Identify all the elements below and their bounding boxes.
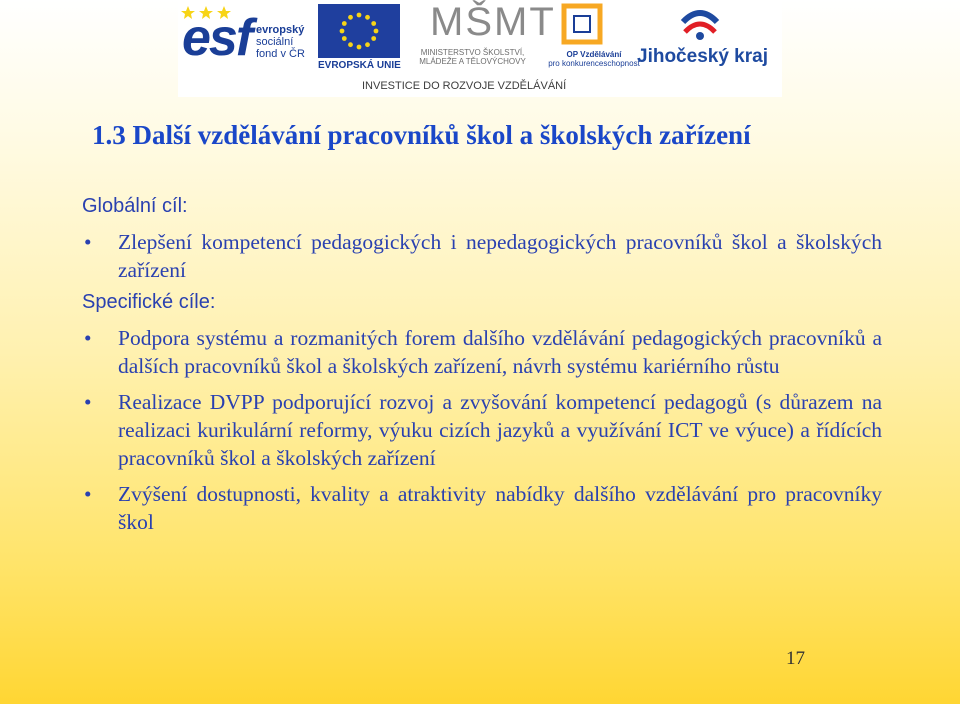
op-text — [546, 50, 642, 68]
jk-emblem-icon — [677, 2, 723, 42]
jk-name: Jihočeský kraj — [637, 46, 768, 67]
list-item — [82, 388, 882, 472]
specific-goals-heading: Specifické cíle: — [82, 291, 216, 313]
slide-title: 1.3 Další vzdělávání pracovníků škol a školských zařízení — [92, 120, 751, 150]
logo-tagline: INVESTICE DO ROZVOJE VZDĚLÁVÁNÍ — [362, 80, 567, 92]
esf-logo — [178, 4, 310, 70]
op-logo — [546, 2, 640, 76]
msmt-line1: MINISTERSTVO ŠKOLSTVÍ, — [420, 48, 525, 57]
msmt-logo — [400, 0, 556, 74]
bullet-icon: • — [84, 230, 92, 254]
esf-line1: evropský — [256, 24, 305, 36]
bullet-icon: • — [84, 482, 92, 506]
op-line2: pro konkurenceschopnost — [548, 59, 640, 68]
bullet-icon: • — [84, 390, 92, 414]
logo-bar — [178, 0, 782, 97]
op-line1: OP Vzdělávání — [566, 50, 622, 59]
page-number: 17 — [786, 648, 805, 669]
slide-content — [82, 192, 882, 544]
msmt-mark: MŠMT — [430, 0, 556, 44]
list-item — [82, 480, 882, 536]
list-item-text: Zvýšení dostupnosti, kvality a atraktivity nabídky dalšího vzdělávání pro pracovníky škol — [118, 482, 882, 534]
msmt-line2: MLÁDEŽE A TĚLOVÝCHOVY — [419, 57, 526, 66]
esf-mark: esf — [182, 9, 252, 67]
specific-goals-list — [82, 324, 882, 536]
esf-line2: sociální — [256, 36, 294, 48]
list-item — [82, 324, 882, 380]
global-goal-list — [82, 228, 882, 284]
msmt-text — [400, 48, 545, 66]
global-goal-heading: Globální cíl: — [82, 195, 188, 217]
list-item-text: Zlepšení kompetencí pedagogických i nepedagogických pracovníků škol a školských zařízení — [118, 230, 882, 282]
jihocesky-kraj-logo — [633, 2, 783, 74]
list-item-text: Podpora systému a rozmanitých forem dalšího vzdělávání pedagogických pracovníků a dalších pracovníků škol a školských zařízení, návrh systému kariérního růstu — [118, 326, 882, 378]
bullet-icon: • — [84, 326, 92, 350]
eu-label: EVROPSKÁ UNIE — [318, 60, 401, 71]
list-item — [82, 228, 882, 284]
list-item-text: Realizace DVPP podporující rozvoj a zvyšování kompetencí pedagogů (s důrazem na realizaci kurikulární reformy, výuku cizích jazyků a využívání ICT ve výuce) a řídících pracovníků škol a školských zařízení — [118, 390, 882, 470]
esf-text — [256, 24, 305, 60]
esf-line3: fond v ČR — [256, 48, 305, 60]
eu-flag-icon — [318, 4, 400, 58]
eu-logo — [318, 4, 400, 70]
op-square-icon — [560, 2, 604, 46]
